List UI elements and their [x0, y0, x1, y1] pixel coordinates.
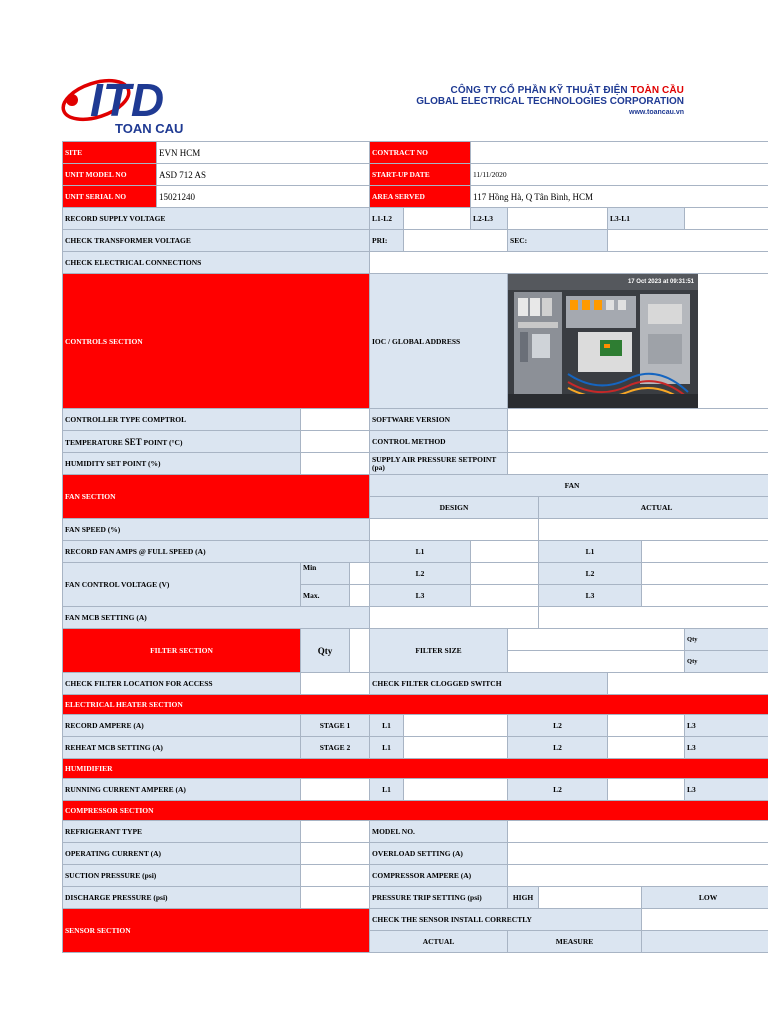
l1-l2-value[interactable] [404, 208, 471, 230]
controller-type-label: CONTROLLER TYPE COMPTROL [63, 409, 301, 431]
compressor-section-header: COMPRESSOR SECTION [63, 801, 768, 821]
suction-pressure-value[interactable] [301, 865, 370, 887]
fan-actual-header: ACTUAL [539, 497, 768, 519]
fan-actual-l2-value[interactable] [642, 563, 768, 585]
controller-photo [508, 274, 698, 408]
l3-l1-value[interactable] [685, 208, 768, 230]
record-supply-voltage-label: RECORD SUPPLY VOLTAGE [63, 208, 370, 230]
controls-section-header: CONTROLS SECTION [63, 274, 370, 409]
record-fan-amps-label: RECORD FAN AMPS @ FULL SPEED (A) [63, 541, 370, 563]
stage1-label: STAGE 1 [301, 715, 370, 737]
fan-design-l3-label: L3 [370, 585, 471, 607]
check-filter-clogged-label: CHECK FILTER CLOGGED SWITCH [370, 673, 608, 695]
fan-mcb-actual-value[interactable] [539, 607, 768, 629]
unit-serial-value[interactable]: 15021240 [157, 186, 370, 208]
l2-l3-value[interactable] [508, 208, 608, 230]
refrigerant-type-value[interactable] [301, 821, 370, 843]
record-ampere-label: RECORD AMPERE (A) [63, 715, 301, 737]
suction-pressure-label: SUCTION PRESSURE (psi) [63, 865, 301, 887]
fan-column-header: FAN [370, 475, 768, 497]
heater-s2-l2-label: L2 [508, 737, 608, 759]
area-served-value[interactable]: 117 Hồng Hà, Q Tân Bình, HCM [471, 186, 768, 208]
filter-size-value-1[interactable] [508, 629, 685, 651]
fan-mcb-design-value[interactable] [370, 607, 539, 629]
fan-design-l2-label: L2 [370, 563, 471, 585]
site-value[interactable]: EVN HCM [157, 142, 370, 164]
stage2-label: STAGE 2 [301, 737, 370, 759]
svg-text:ITD: ITD [90, 74, 165, 126]
low-label: LOW [642, 887, 768, 909]
fan-speed-actual-value[interactable] [539, 519, 768, 541]
humidifier-l2-value[interactable] [608, 779, 685, 801]
temperature-setpoint-label [63, 431, 301, 453]
temperature-setpoint-label-part2: SET [124, 436, 142, 447]
heater-s1-l1-label: L1 [370, 715, 404, 737]
contract-value[interactable] [471, 142, 768, 164]
heater-s1-l1-value[interactable] [404, 715, 508, 737]
pressure-trip-setting-label: PRESSURE TRIP SETTING (psi) [370, 887, 508, 909]
fan-speed-design-value[interactable] [370, 519, 539, 541]
heater-s2-l3-label [685, 737, 768, 759]
unit-model-value[interactable]: ASD 712 AS [157, 164, 370, 186]
overload-setting-value[interactable] [508, 843, 768, 865]
filter-size-label: FILTER SIZE [370, 629, 508, 673]
heater-s1-l2-value[interactable] [608, 715, 685, 737]
l1-l2-label: L1-L2 [370, 208, 404, 230]
logo-text: TOAN CAU [115, 121, 184, 136]
controller-type-value[interactable] [301, 409, 370, 431]
ioc-global-address-label: IOC / GLOBAL ADDRESS [370, 274, 508, 409]
company-name-vn-prefix: CÔNG TY CỔ PHẦN KỸ THUẬT ĐIỆN [450, 85, 631, 96]
discharge-pressure-value[interactable] [301, 887, 370, 909]
check-electrical-connections-label: CHECK ELECTRICAL CONNECTIONS [63, 252, 370, 274]
high-label: HIGH [508, 887, 539, 909]
controller-photo-cell [508, 274, 768, 409]
filter-qty-label: Qty [301, 629, 350, 673]
electrical-connections-value[interactable] [370, 252, 768, 274]
heater-s2-l1-label: L1 [370, 737, 404, 759]
sensor-section-header: SENSOR SECTION [63, 909, 370, 953]
l2-l3-label: L2-L3 [471, 208, 508, 230]
running-current-label: RUNNING CURRENT AMPERE (A) [63, 779, 301, 801]
unit-model-label: UNIT MODEL NO [63, 164, 157, 186]
company-name-vn [451, 85, 684, 96]
fan-amps-actual-l1-label: L1 [539, 541, 642, 563]
discharge-pressure-label: DISCHARGE PRESSURE (psi) [63, 887, 301, 909]
filter-qty-value[interactable] [350, 629, 370, 673]
control-method-value[interactable] [508, 431, 768, 453]
fan-design-header: DESIGN [370, 497, 539, 519]
humidifier-l3-label [685, 779, 768, 801]
check-filter-location-label: CHECK FILTER LOCATION FOR ACCESS [63, 673, 301, 695]
temperature-setpoint-label-part1: TEMPERATURE [65, 437, 125, 447]
fan-design-l2-value[interactable] [471, 563, 539, 585]
filter-size-qty-1: Qty [685, 629, 768, 651]
model-no-label: MODEL NO. [370, 821, 508, 843]
heater-s1-l2-label: L2 [508, 715, 608, 737]
operating-current-label: OPERATING CURRENT (A) [63, 843, 301, 865]
filter-size-value-2[interactable] [508, 651, 685, 673]
filter-clogged-value[interactable] [608, 673, 768, 695]
fan-speed-label: FAN SPEED (%) [63, 519, 370, 541]
electrical-heater-section-header: ELECTRICAL HEATER SECTION [63, 695, 768, 715]
sensor-actual-header: ACTUAL [370, 931, 508, 953]
sec-label: SEC: [508, 230, 608, 252]
humidifier-l1-value[interactable] [404, 779, 508, 801]
fan-actual-l2-label: L2 [539, 563, 642, 585]
company-logo [60, 70, 190, 138]
site-label: SITE [63, 142, 157, 164]
area-served-label: AREA SERVED [370, 186, 471, 208]
unit-serial-label: UNIT SERIAL NO [63, 186, 157, 208]
software-version-label: SOFTWARE VERSION [370, 409, 508, 431]
fan-voltage-max-value[interactable] [350, 585, 370, 607]
compressor-ampere-label: COMPRESSOR AMPERE (A) [370, 865, 508, 887]
heater-s1-l3-label [685, 715, 768, 737]
reheat-mcb-setting-label: REHEAT MCB SETTING (A) [63, 737, 301, 759]
photo-timestamp: 17 Oct 2023 at 09:31:51 [627, 279, 695, 285]
model-no-value[interactable] [508, 821, 768, 843]
startup-date-value[interactable]: 11/11/2020 [471, 164, 768, 186]
check-sensor-install-value[interactable] [642, 909, 768, 931]
high-value[interactable] [539, 887, 642, 909]
operating-current-value[interactable] [301, 843, 370, 865]
temperature-setpoint-label-part3: POINT (°C) [141, 437, 183, 447]
control-method-label: CONTROL METHOD [370, 431, 508, 453]
overload-setting-label: OVERLOAD SETTING (A) [370, 843, 508, 865]
sensor-measure-header: MEASURE [508, 931, 642, 953]
humidity-setpoint-value[interactable] [301, 453, 370, 475]
software-version-value[interactable] [508, 409, 768, 431]
commissioning-sheet [62, 141, 768, 953]
sensor-extra-cell [642, 931, 768, 953]
check-sensor-install-label: CHECK THE SENSOR INSTALL CORRECTLY [370, 909, 642, 931]
company-name-vn-highlight: TOÀN CẦU [630, 85, 684, 96]
supply-air-pressure-setpoint-value[interactable] [508, 453, 768, 475]
contract-label: CONTRACT NO [370, 142, 471, 164]
humidifier-l2-label: L2 [508, 779, 608, 801]
filter-size-qty-2: Qty [685, 651, 768, 673]
fan-voltage-min-label: Min [301, 563, 350, 585]
supply-air-pressure-setpoint-label: SUPPLY AIR PRESSURE SETPOINT (pa) [370, 453, 508, 475]
fan-voltage-max-label: Max. [301, 585, 350, 607]
sec-value[interactable] [608, 230, 768, 252]
filter-section-header: FILTER SECTION [63, 629, 301, 673]
humidifier-section-header: HUMIDIFIER [63, 759, 768, 779]
l3-l1-label: L3-L1 [608, 208, 685, 230]
heater-s2-l1-value[interactable] [404, 737, 508, 759]
pri-label: PRI: [370, 230, 404, 252]
fan-mcb-setting-label: FAN MCB SETTING (A) [63, 607, 370, 629]
check-transformer-voltage-label: CHECK TRANSFORMER VOLTAGE [63, 230, 370, 252]
refrigerant-type-label: REFRIGERANT TYPE [63, 821, 301, 843]
heater-s2-l2-value[interactable] [608, 737, 685, 759]
fan-amps-design-l1-label: L1 [370, 541, 471, 563]
heater-s1-l3-text: L3 [687, 721, 696, 730]
pri-value[interactable] [404, 230, 508, 252]
startup-date-label: START-UP DATE [370, 164, 471, 186]
company-website: www.toancau.vn [629, 109, 684, 116]
filter-location-value[interactable] [301, 673, 370, 695]
heater-s2-l3-text: L3 [687, 743, 696, 752]
fan-section-header: FAN SECTION [63, 475, 370, 519]
fan-control-voltage-label: FAN CONTROL VOLTAGE (V) [63, 563, 301, 607]
fan-actual-l3-value[interactable] [642, 585, 768, 607]
company-name-en: GLOBAL ELECTRICAL TECHNOLOGIES CORPORATION [416, 96, 684, 107]
running-current-blank [301, 779, 370, 801]
fan-actual-l3-label: L3 [539, 585, 642, 607]
compressor-ampere-value[interactable] [508, 865, 768, 887]
temperature-setpoint-value[interactable] [301, 431, 370, 453]
fan-amps-actual-l1-value[interactable] [642, 541, 768, 563]
fan-amps-design-l1-value[interactable] [471, 541, 539, 563]
humidifier-l3-text: L3 [687, 785, 696, 794]
fan-design-l3-value[interactable] [471, 585, 539, 607]
humidity-setpoint-label: HUMIDITY SET POINT (%) [63, 453, 301, 475]
fan-voltage-min-value[interactable] [350, 563, 370, 585]
humidifier-l1-label: L1 [370, 779, 404, 801]
